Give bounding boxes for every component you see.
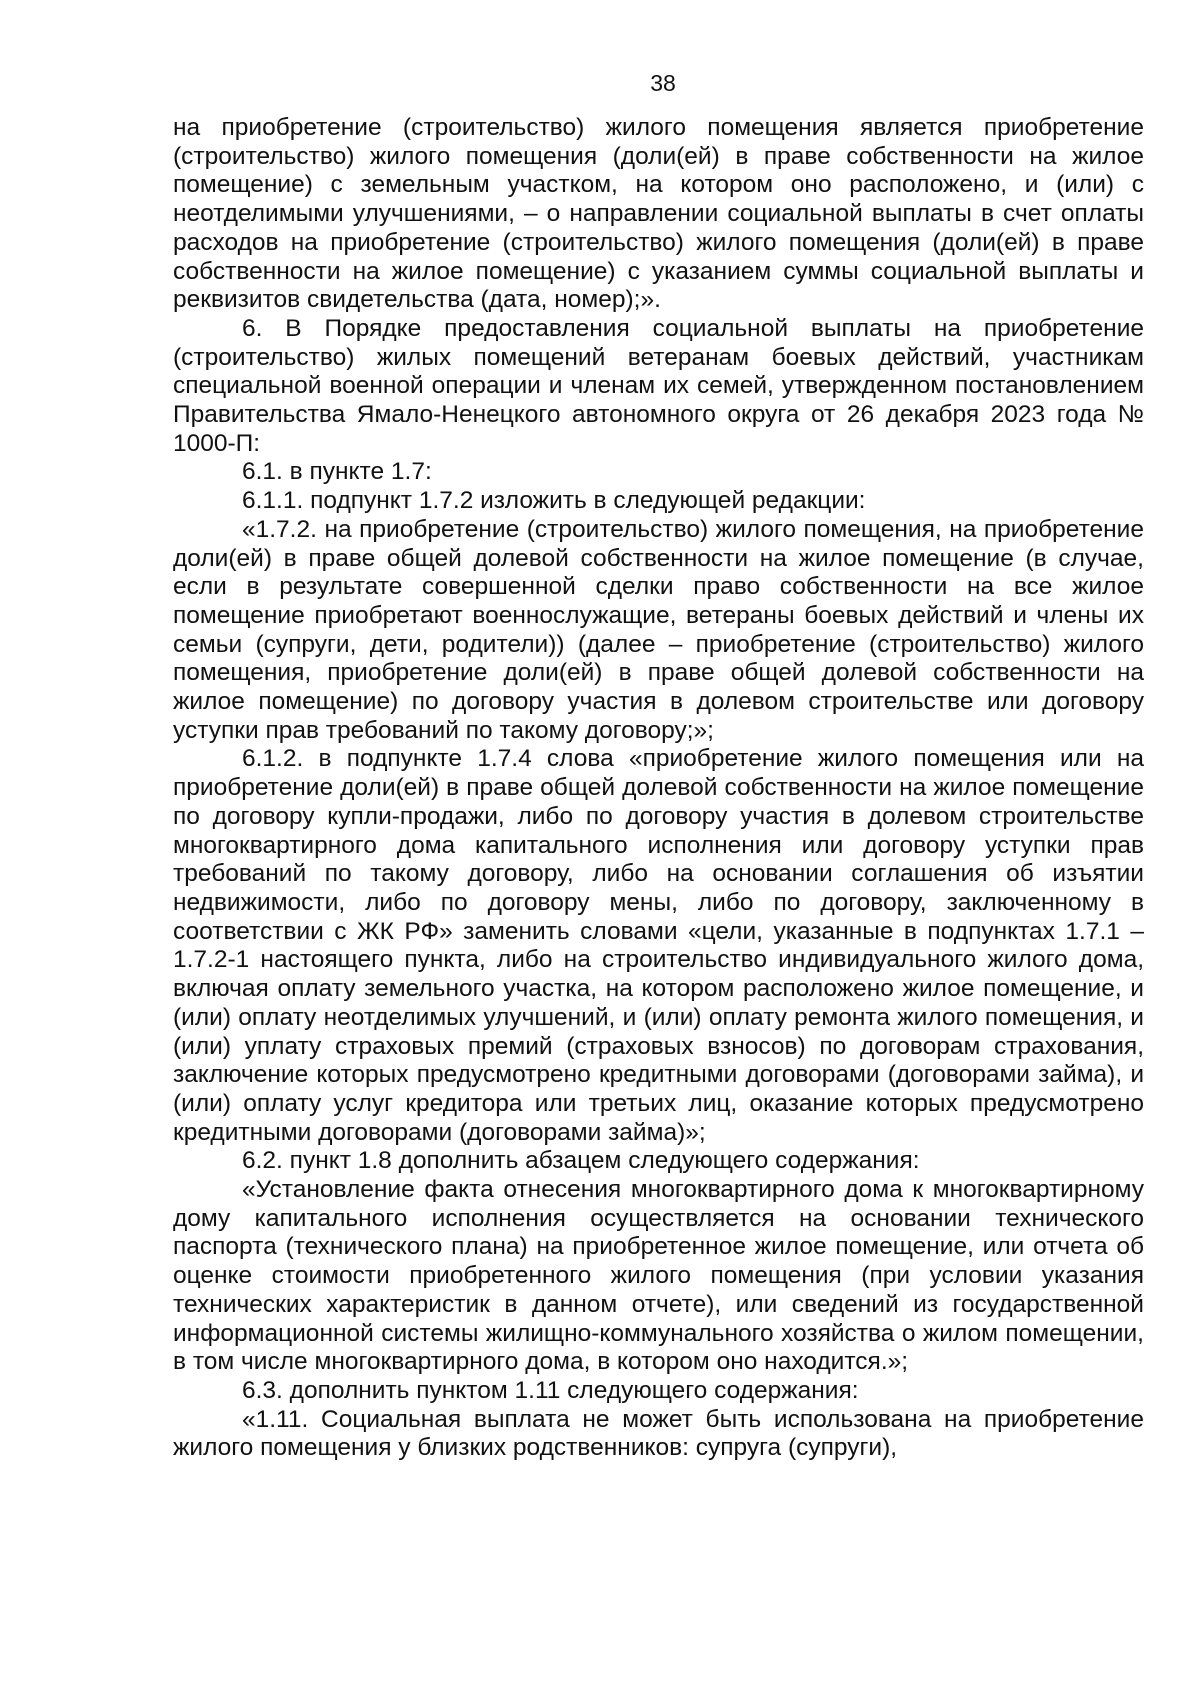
paragraph: «1.7.2. на приобретение (строительство) жилого помещения, на приобретение доли(ей) в праве общей долевой собственности на жилое помещение (в случае, если в результате совершенной сделки право собственности на все жилое помещение приобретают военнослужащие, ветераны боевых действий и члены их семьи (супруги, дети, родители)) (далее – приобретение (строительство) жилого помещения, приобретение доли(ей) в праве общей долевой собственности на жилое помещение) по договору участия в долевом строительстве или договору уступки прав требований по такому договору;»; xyxy=(173,515,1144,744)
document-body xyxy=(173,114,1144,1463)
paragraph: «1.11. Социальная выплата не может быть использована на приобретение жилого помещения у близких родственников: супруга (супруги), xyxy=(173,1405,1144,1462)
page-number: 38 xyxy=(650,70,676,96)
paragraph: «Установление факта отнесения многоквартирного дома к многоквартирному дому капитального исполнения осуществляется на основании технического паспорта (технического плана) на приобретенное жилое помещение, или отчета об оценке стоимости приобретенного жилого помещения (при условии указания технических характеристик в данном отчете), или сведений из государственной информационной системы жилищно-коммунального хозяйства о жилом помещении, в том числе многоквартирного дома, в котором оно находится.»; xyxy=(173,1176,1144,1376)
paragraph: 6.1. в пункте 1.7: xyxy=(242,458,432,486)
paragraph: 6.1.1. подпункт 1.7.2 изложить в следующей редакции: xyxy=(242,487,866,515)
paragraph: 6. В Порядке предоставления социальной выплаты на приобретение (строительство) жилых помещений ветеранам боевых действий, участникам специальной военной операции и членам их семей, утвержденном постановлением Правительства Ямало-Ненецкого автономного округа от 26 декабря 2023 года № 1000-П: xyxy=(173,314,1144,457)
paragraph: на приобретение (строительство) жилого помещения является приобретение (строительство) жилого помещения (доли(ей) в праве собственности на жилое помещение) с земельным участком, на котором оно расположено, и (или) с неотделимыми улучшениями, – о направлении социальной выплаты в счет оплаты расходов на приобретение (строительство) жилого помещения (доли(ей) в праве собственности на жилое помещение) с указанием суммы социальной выплаты и реквизитов свидетельства (дата, номер);». xyxy=(173,114,1144,314)
paragraph: 6.1.2. в подпункте 1.7.4 слова «приобретение жилого помещения или на приобретение доли(ей) в праве общей долевой собственности на жилое помещение по договору купли-продажи, либо по договору участия в долевом строительстве многоквартирного дома капитального исполнения или договору уступки прав требований по такому договору, либо на основании соглашения об изъятии недвижимости, либо по договору мены, либо по договору, заключенному в соответствии с ЖК РФ» заменить словами «цели, указанные в подпунктах 1.7.1 – 1.7.2-1 настоящего пункта, либо на строительство индивидуального жилого дома, включая оплату земельного участка, на котором расположено жилое помещение, и (или) оплату неотделимых улучшений, и (или) оплату ремонта жилого помещения, и (или) уплату страховых премий (страховых взносов) по договорам страхования, заключение которых предусмотрено кредитными договорами (договорами займа), и (или) оплату услуг кредитора или третьих лиц, оказание которых предусмотрено кредитными договорами (договорами займа)»; xyxy=(173,745,1144,1146)
paragraph: 6.2. пункт 1.8 дополнить абзацем следующего содержания: xyxy=(242,1147,920,1175)
paragraph: 6.3. дополнить пунктом 1.11 следующего содержания: xyxy=(242,1376,859,1404)
